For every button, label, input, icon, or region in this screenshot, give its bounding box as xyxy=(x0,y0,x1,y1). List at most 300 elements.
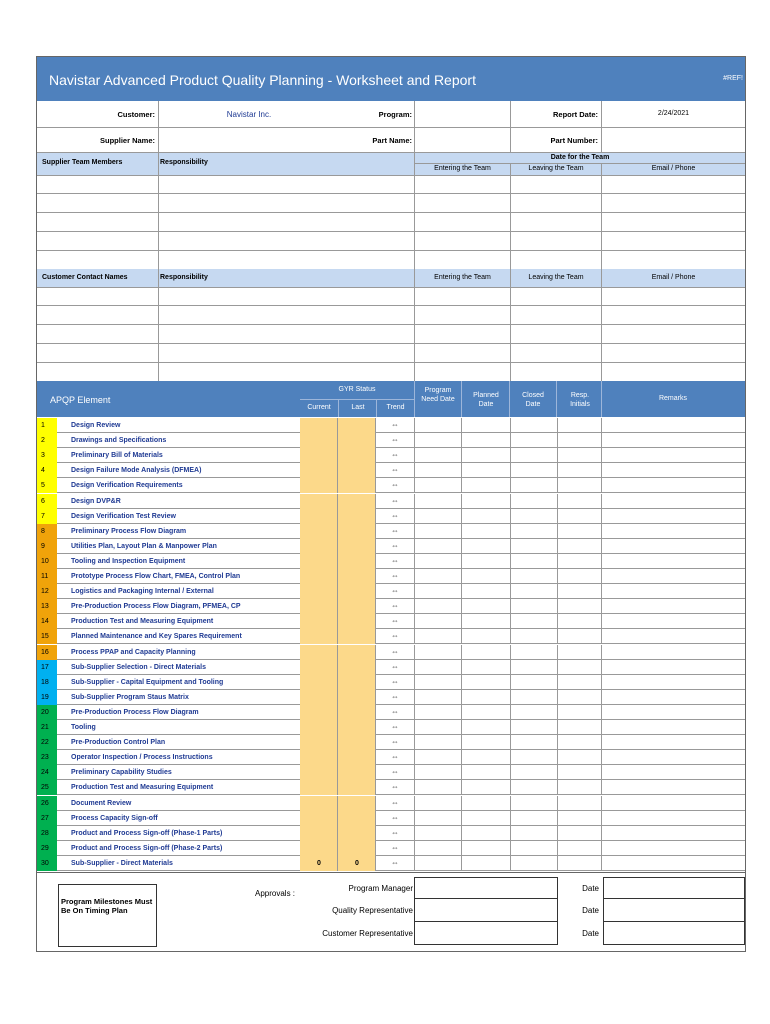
grid-line xyxy=(601,629,602,644)
apqp-element-name: Sub-Supplier - Direct Materials xyxy=(71,859,173,867)
gyr-current-cell[interactable] xyxy=(300,584,338,599)
gyr-current-cell[interactable] xyxy=(300,478,338,493)
grid-line xyxy=(414,509,415,524)
gyr-last-cell[interactable] xyxy=(338,494,376,509)
grid-line xyxy=(510,418,511,433)
gyr-current-cell[interactable] xyxy=(300,811,338,826)
trend-arrow-icon: ⇔ xyxy=(391,631,399,641)
apqp-row xyxy=(37,463,745,478)
trend-arrow-icon: ⇔ xyxy=(391,646,399,656)
row-number: 11 xyxy=(37,569,57,584)
row-number: 26 xyxy=(37,796,57,811)
grid-line xyxy=(461,856,462,871)
row-number: 18 xyxy=(37,675,57,690)
quality-rep-date-field[interactable] xyxy=(603,899,745,922)
gyr-last-cell[interactable] xyxy=(338,811,376,826)
gyr-last-cell[interactable] xyxy=(338,418,376,433)
apqp-element-name: Design Review xyxy=(71,422,121,429)
grid-line xyxy=(510,539,511,554)
apqp-element-name: Product and Process Sign-off (Phase-1 Parts) xyxy=(71,829,223,837)
grid-line xyxy=(461,524,462,539)
closed-date-label: Closed Date xyxy=(522,392,544,408)
apqp-row xyxy=(37,765,745,780)
trend-arrow-icon: ⇔ xyxy=(391,525,399,535)
grid-line xyxy=(601,509,602,524)
row-number: 22 xyxy=(37,735,57,750)
customer-rep-sign-field[interactable] xyxy=(414,922,558,945)
apqp-row xyxy=(37,690,745,705)
gyr-last-cell[interactable] xyxy=(338,690,376,705)
total-current: 0 xyxy=(317,859,321,867)
grid-line xyxy=(461,735,462,750)
report-date-value[interactable]: 2/24/2021 xyxy=(657,110,690,117)
row-number: 7 xyxy=(37,509,57,524)
grid-line xyxy=(414,826,415,841)
grid-line xyxy=(601,554,602,569)
gyr-last-cell[interactable] xyxy=(338,463,376,478)
grid-line xyxy=(601,811,602,826)
grid-line xyxy=(557,780,558,795)
gyr-last-cell[interactable] xyxy=(338,614,376,629)
gyr-current-cell[interactable] xyxy=(300,629,338,644)
leaving-team-label: Leaving the Team xyxy=(528,165,584,172)
row-number: 3 xyxy=(37,448,57,463)
supplier-members-label: Supplier Team Members xyxy=(42,159,123,166)
grid-line xyxy=(601,765,602,780)
planned-date-label: Planned Date xyxy=(473,392,499,408)
apqp-row xyxy=(37,750,745,765)
grid-line xyxy=(510,433,511,448)
trend-arrow-icon: ⇔ xyxy=(391,540,399,550)
customer-value[interactable]: Navistar Inc. xyxy=(226,110,272,119)
trend-arrow-icon: ⇔ xyxy=(391,782,399,792)
gyr-last-cell[interactable] xyxy=(338,765,376,780)
grid-line xyxy=(414,841,415,856)
gyr-last-cell[interactable] xyxy=(338,478,376,493)
date-label-1: Date xyxy=(582,884,599,893)
grid-line xyxy=(414,720,415,735)
gyr-current-cell[interactable] xyxy=(300,448,338,463)
page-title: Navistar Advanced Product Quality Planning - Worksheet and Report xyxy=(49,72,476,88)
trend-arrow-icon: ⇔ xyxy=(391,661,399,671)
grid-line xyxy=(510,675,511,690)
apqp-row xyxy=(37,796,745,811)
row-number: 9 xyxy=(37,539,57,554)
grid-line xyxy=(557,811,558,826)
apqp-row xyxy=(37,780,745,795)
grid-line xyxy=(601,584,602,599)
grid-line xyxy=(461,614,462,629)
grid-line xyxy=(557,584,558,599)
gyr-last-cell[interactable] xyxy=(338,629,376,644)
gyr-current-cell[interactable] xyxy=(300,463,338,478)
leaving-team-label-2: Leaving the Team xyxy=(528,274,584,281)
gyr-current-cell[interactable] xyxy=(300,494,338,509)
trend-arrow-icon: ⇔ xyxy=(391,510,399,520)
gyr-current-cell[interactable] xyxy=(300,509,338,524)
grid-line xyxy=(414,705,415,720)
program-need-date-label: Program Need Date xyxy=(421,387,455,403)
gyr-last-cell[interactable] xyxy=(338,509,376,524)
header-divider xyxy=(414,381,415,417)
grid-line xyxy=(461,750,462,765)
gyr-current-cell[interactable] xyxy=(300,841,338,856)
grid-line xyxy=(414,614,415,629)
gyr-current-cell[interactable] xyxy=(300,826,338,841)
grid-line xyxy=(601,463,602,478)
gyr-current-cell[interactable] xyxy=(300,539,338,554)
grid-line xyxy=(510,645,511,660)
grid-line xyxy=(414,599,415,614)
grid-line xyxy=(510,509,511,524)
gyr-current-cell[interactable] xyxy=(300,690,338,705)
gyr-last-cell[interactable] xyxy=(338,660,376,675)
trend-arrow-icon: ⇔ xyxy=(391,797,399,807)
gyr-last-cell[interactable] xyxy=(338,780,376,795)
apqp-element-name: Sub-Supplier - Capital Equipment and Tooling xyxy=(71,678,224,686)
gyr-current-cell[interactable] xyxy=(300,554,338,569)
grid-line xyxy=(510,841,511,856)
grid-line xyxy=(461,629,462,644)
row-number: 5 xyxy=(37,478,57,493)
grid-line xyxy=(557,841,558,856)
trend-arrow-icon: ⇔ xyxy=(391,676,399,686)
apqp-element-name: Design DVP&R xyxy=(71,497,121,505)
apqp-row xyxy=(37,826,745,841)
grid-line xyxy=(601,645,602,660)
apqp-element-name: Operator Inspection / Process Instructions xyxy=(71,754,213,762)
gyr-current-cell[interactable] xyxy=(300,705,338,720)
grid-line xyxy=(601,478,602,493)
header-divider xyxy=(556,381,557,417)
grid-line xyxy=(601,660,602,675)
grid-line xyxy=(510,811,511,826)
trend-arrow-icon: ⇔ xyxy=(391,420,399,429)
grid-line xyxy=(557,826,558,841)
gyr-current-cell[interactable] xyxy=(300,614,338,629)
grid-line xyxy=(510,826,511,841)
apqp-row xyxy=(37,735,745,750)
apqp-row xyxy=(37,448,745,463)
gyr-current-cell[interactable] xyxy=(300,599,338,614)
row-number: 6 xyxy=(37,494,57,509)
grid-line xyxy=(510,780,511,795)
grid-line xyxy=(510,750,511,765)
grid-line xyxy=(601,856,602,871)
gyr-current-cell[interactable] xyxy=(300,660,338,675)
apqp-row xyxy=(37,584,745,599)
quality-rep-sign-field[interactable] xyxy=(414,899,558,922)
responsibility-label: Responsibility xyxy=(160,159,208,166)
row-number: 29 xyxy=(37,841,57,856)
grid-line xyxy=(414,765,415,780)
apqp-row xyxy=(37,614,745,629)
trend-arrow-icon: ⇔ xyxy=(391,706,399,716)
gyr-last-cell[interactable] xyxy=(338,675,376,690)
grid-line xyxy=(414,448,415,463)
customer-rep-label: Customer Representative xyxy=(322,929,413,938)
gyr-current-cell[interactable] xyxy=(300,720,338,735)
row-number: 13 xyxy=(37,599,57,614)
gyr-last-cell[interactable] xyxy=(338,705,376,720)
grid-line xyxy=(510,569,511,584)
row-number: 25 xyxy=(37,780,57,795)
apqp-row xyxy=(37,629,745,644)
grid-line xyxy=(414,645,415,660)
apqp-element-name: Sub-Supplier Selection - Direct Materials xyxy=(71,663,206,671)
trend-arrow-icon: ⇔ xyxy=(391,812,399,822)
grid-line xyxy=(601,569,602,584)
current-label: Current xyxy=(307,404,331,411)
gyr-last-cell[interactable] xyxy=(338,645,376,660)
grid-line xyxy=(557,478,558,493)
apqp-row xyxy=(37,524,745,539)
row-number: 30 xyxy=(37,856,57,871)
grid-line xyxy=(557,433,558,448)
gyr-current-cell[interactable] xyxy=(300,765,338,780)
row-number: 16 xyxy=(37,645,57,660)
quality-rep-label: Quality Representative xyxy=(332,906,413,915)
grid-line xyxy=(461,780,462,795)
grid-line xyxy=(510,720,511,735)
gyr-current-cell[interactable] xyxy=(300,750,338,765)
grid-line xyxy=(601,841,602,856)
grid-line xyxy=(510,629,511,644)
trend-arrow-icon: ⇔ xyxy=(391,691,399,701)
apqp-element-name: Process Capacity Sign-off xyxy=(71,814,158,822)
gyr-current-cell[interactable] xyxy=(300,645,338,660)
gyr-last-cell[interactable] xyxy=(338,554,376,569)
grid-line xyxy=(461,645,462,660)
grid-line xyxy=(557,614,558,629)
trend-arrow-icon: ⇔ xyxy=(391,435,399,445)
grid-line xyxy=(461,660,462,675)
grid-line xyxy=(601,614,602,629)
email-phone-label-2: Email / Phone xyxy=(651,274,696,281)
grid-line xyxy=(557,494,558,509)
gyr-last-cell[interactable] xyxy=(338,584,376,599)
header-divider xyxy=(509,381,510,417)
gyr-last-cell[interactable] xyxy=(338,796,376,811)
part-name-label: Part Name: xyxy=(372,136,412,145)
grid-line xyxy=(510,478,511,493)
apqp-element-name: Production Test and Measuring Equipment xyxy=(71,784,214,792)
grid-line xyxy=(601,494,602,509)
apqp-element-name: Utilities Plan, Layout Plan & Manpower Plan xyxy=(71,542,217,550)
grid-line xyxy=(510,614,511,629)
grid-line xyxy=(461,690,462,705)
gyr-current-cell[interactable] xyxy=(300,780,338,795)
grid-line xyxy=(461,448,462,463)
grid-line xyxy=(601,599,602,614)
grid-line xyxy=(601,750,602,765)
row-number: 23 xyxy=(37,750,57,765)
grid-line xyxy=(557,720,558,735)
gyr-last-cell[interactable] xyxy=(338,524,376,539)
gyr-last-cell[interactable] xyxy=(338,539,376,554)
grid-line xyxy=(557,554,558,569)
grid-line xyxy=(510,765,511,780)
program-manager-label: Program Manager xyxy=(348,884,413,893)
grid-line xyxy=(414,735,415,750)
gyr-current-cell[interactable] xyxy=(300,433,338,448)
trend-arrow-icon: ⇔ xyxy=(391,737,399,747)
row-number: 21 xyxy=(37,720,57,735)
grid-line xyxy=(461,841,462,856)
row-number: 15 xyxy=(37,629,57,644)
row-number: 2 xyxy=(37,433,57,448)
gyr-current-cell[interactable] xyxy=(300,524,338,539)
apqp-element-name: Sub-Supplier Program Staus Matrix xyxy=(71,693,189,701)
grid-line xyxy=(461,584,462,599)
trend-arrow-icon: ⇔ xyxy=(391,480,399,490)
apqp-row xyxy=(37,554,745,569)
grid-line xyxy=(601,720,602,735)
grid-line xyxy=(557,796,558,811)
grid-line xyxy=(414,811,415,826)
grid-line xyxy=(461,509,462,524)
program-manager-sign-field[interactable] xyxy=(414,877,558,899)
grid-line xyxy=(414,584,415,599)
grid-line xyxy=(510,796,511,811)
gyr-last-cell[interactable] xyxy=(338,735,376,750)
apqp-row xyxy=(37,811,745,826)
apqp-element-name: Tooling and Inspection Equipment xyxy=(71,557,186,565)
apqp-row xyxy=(37,433,745,448)
grid-line xyxy=(510,705,511,720)
grid-line xyxy=(601,524,602,539)
grid-line xyxy=(414,463,415,478)
grid-line xyxy=(510,735,511,750)
grid-line xyxy=(414,494,415,509)
trend-arrow-icon: ⇔ xyxy=(391,495,399,505)
apqp-element-name: Product and Process Sign-off (Phase-2 Parts) xyxy=(71,844,223,852)
apqp-element-name: Production Test and Measuring Equipment xyxy=(71,618,214,626)
apqp-row xyxy=(37,675,745,690)
gyr-current-cell[interactable] xyxy=(300,735,338,750)
row-number: 10 xyxy=(37,554,57,569)
grid-line xyxy=(461,796,462,811)
program-manager-date-field[interactable] xyxy=(603,877,745,899)
trend-arrow-icon: ⇔ xyxy=(391,842,399,852)
grid-line xyxy=(557,509,558,524)
grid-line xyxy=(414,539,415,554)
apqp-row xyxy=(37,494,745,509)
supplier-name-label: Supplier Name: xyxy=(99,136,155,145)
trend-arrow-icon: ⇔ xyxy=(391,722,399,731)
grid-line xyxy=(414,660,415,675)
grid-line xyxy=(461,569,462,584)
grid-line xyxy=(414,750,415,765)
apqp-element-label: APQP Element xyxy=(50,395,111,405)
header-divider xyxy=(338,399,339,417)
grid-line xyxy=(557,690,558,705)
apqp-element-name: Prototype Process Flow Chart, FMEA, Control Plan xyxy=(71,573,241,580)
grid-line xyxy=(461,765,462,780)
grid-line xyxy=(557,765,558,780)
last-label: Last xyxy=(351,404,365,411)
approvals-label: Approvals : xyxy=(255,889,296,898)
gyr-last-cell[interactable] xyxy=(338,841,376,856)
grid-line xyxy=(557,418,558,433)
gyr-last-cell[interactable] xyxy=(338,448,376,463)
grid-line xyxy=(461,494,462,509)
grid-line xyxy=(461,418,462,433)
entering-team-label-2: Entering the Team xyxy=(434,274,491,281)
milestones-text: Program Milestones Must Be On Timing Plan xyxy=(61,897,153,915)
apqp-row xyxy=(37,856,745,871)
trend-arrow-icon: ⇔ xyxy=(391,752,399,762)
grid-line xyxy=(414,524,415,539)
apqp-element-name: Pre-Production Control Plan xyxy=(71,739,166,747)
apqp-element-name: Planned Maintenance and Key Spares Requirement xyxy=(71,633,242,641)
row-number: 12 xyxy=(37,584,57,599)
grid-line xyxy=(557,856,558,871)
header-divider xyxy=(601,381,602,417)
grid-line xyxy=(510,463,511,478)
customer-label: Customer: xyxy=(117,110,155,119)
apqp-element-name: Preliminary Bill of Materials xyxy=(71,452,163,460)
trend-arrow-icon: ⇔ xyxy=(391,857,399,867)
apqp-element-name: Tooling xyxy=(71,724,96,731)
grid-line xyxy=(510,448,511,463)
row-number: 24 xyxy=(37,765,57,780)
grid-line xyxy=(557,463,558,478)
trend-arrow-icon: ⇔ xyxy=(391,555,399,565)
apqp-row xyxy=(37,841,745,856)
apqp-row xyxy=(37,478,745,493)
apqp-element-name: Process PPAP and Capacity Planning xyxy=(71,648,196,656)
customer-rep-date-field[interactable] xyxy=(603,922,745,945)
grid-line xyxy=(557,599,558,614)
gyr-last-cell[interactable] xyxy=(338,720,376,735)
grid-line xyxy=(414,433,415,448)
apqp-element-name: Design Failure Mode Analysis (DFMEA) xyxy=(71,467,202,475)
program-label: Program: xyxy=(378,110,412,119)
date-label-3: Date xyxy=(582,929,599,938)
grid-line xyxy=(461,478,462,493)
gyr-current-cell[interactable] xyxy=(300,418,338,433)
grid-line xyxy=(601,539,602,554)
gyr-last-cell[interactable] xyxy=(338,826,376,841)
grid-line xyxy=(557,750,558,765)
apqp-element-name: Preliminary Process Flow Diagram xyxy=(71,527,187,535)
row-number: 14 xyxy=(37,614,57,629)
gyr-last-cell[interactable] xyxy=(338,433,376,448)
grid-line xyxy=(601,433,602,448)
gyr-last-cell[interactable] xyxy=(338,569,376,584)
gyr-last-cell[interactable] xyxy=(338,599,376,614)
gyr-current-cell[interactable] xyxy=(300,796,338,811)
gyr-current-cell[interactable] xyxy=(300,569,338,584)
part-number-label: Part Number: xyxy=(550,136,598,145)
grid-line xyxy=(557,735,558,750)
grid-line xyxy=(461,554,462,569)
grid-line xyxy=(510,856,511,871)
gyr-last-cell[interactable] xyxy=(338,750,376,765)
apqp-element-name: Document Review xyxy=(71,799,132,807)
gyr-current-cell[interactable] xyxy=(300,675,338,690)
grid-line xyxy=(601,705,602,720)
apqp-row xyxy=(37,539,745,554)
row-number: 20 xyxy=(37,705,57,720)
grid-line xyxy=(557,539,558,554)
grid-line xyxy=(601,418,602,433)
report-date-label: Report Date: xyxy=(552,110,598,119)
grid-line xyxy=(414,478,415,493)
milestones-box xyxy=(58,884,157,947)
grid-line xyxy=(601,448,602,463)
